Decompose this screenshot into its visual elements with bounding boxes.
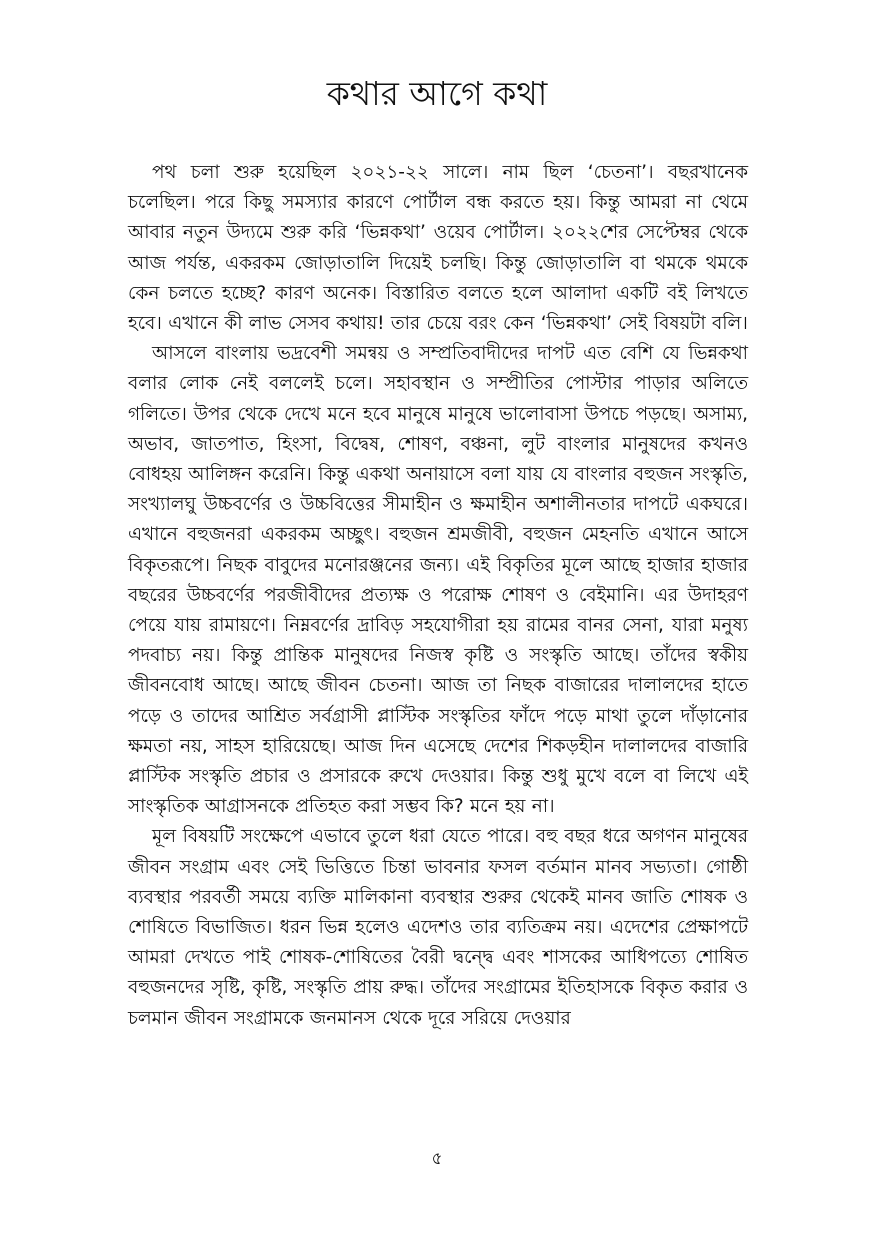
page-number: ৫ xyxy=(431,1149,443,1169)
paragraph-1: পথ চলা শুরু হয়েছিল ২০২১-২২ সালে। নাম ছিল ‘চেতনা’। বছরখানেক চলেছিল। পরে কিছু সমস্যার কারণে পোর্টাল বন্ধ করতে হয়। কিন্তু আমরা না থেমে আবার নতুন উদ্যমে শুরু করি ‘ভিন্নকথা’ ওয়েব পোর্টাল। ২০২২শের সেপ্টেম্বর থেকে আজ পর্যন্ত, একরকম জোড়াতালি দিয়েই চলছি। কিন্তু জোড়াতালি বা থমকে থমকে কেন চলতে হচ্ছে? কারণ অনেক। বিস্তারিত বলতে হলে আলাদা একটি বই লিখতে হবে। এখানে কী লাভ সেসব কথায়! তার চেয়ে বরং কেন ‘ভিন্নকথা’ সেই বিষয়টা বলি। xyxy=(128,162,748,335)
body-text xyxy=(128,158,748,1034)
paragraph-2: আসলে বাংলায় ভদ্রবেশী সমন্বয় ও সম্প্রতিবাদীদের দাপট এত বেশি যে ভিন্নকথা বলার লোক নেই বললেই চলে। সহাবস্থান ও সম্প্রীতির পোস্টার পাড়ার অলিতে গলিতে। উপর থেকে দেখে মনে হবে মানুষে মানুষে ভালোবাসা উপচে পড়ছে। অসাম্য, অভাব, জাতপাত, হিংসা, বিদ্বেষ, শোষণ, বঞ্চনা, লুট বাংলার মানুষদের কখনও বোধহয় আলিঙ্গন করেনি। কিন্তু একথা অনায়াসে বলা যায় যে বাংলার বহুজন সংস্কৃতি, সংখ্যালঘু উচ্চবর্ণের ও উচ্চবিত্তের সীমাহীন ও ক্ষমাহীন অশালীনতার দাপটে একঘরে। এখানে বহুজনরা একরকম অচ্ছুৎ। বহুজন শ্রমজীবী, বহুজন মেহনতি এখানে আসে বিকৃতরূপে। নিছক বাবুদের মনোরঞ্জনের জন্য। এই বিকৃতির মূলে আছে হাজার হাজার বছরের উচ্চবর্ণের পরজীবীদের প্রত্যক্ষ ও পরোক্ষ শোষণ ও বেইমানি। এর উদাহরণ পেয়ে যায় রামায়ণে। নিম্নবর্ণের দ্রাবিড় সহযোগীরা হয় রামের বানর সেনা, যারা মনুষ্য পদবাচ্য নয়। কিন্তু প্রান্তিক মানুষদের নিজস্ব কৃষ্টি ও সংস্কৃতি আছে। তাঁদের স্বকীয় জীবনবোধ আছে। আছে জীবন চেতনা। আজ তা নিছক বাজারের দালালদের হাতে পড়ে ও তাদের আশ্রিত সর্বগ্রাসী প্লাস্টিক সংস্কৃতির ফাঁদে পড়ে মাথা তুলে দাঁড়ানোর ক্ষমতা নয়, সাহস হারিয়েছে। আজ দিন এসেছে দেশের শিকড়হীন দালালদের বাজারি প্লাস্টিক সংস্কৃতি প্রচার ও প্রসারকে রুখে দেওয়ার। কিন্তু শুধু মুখে বলে বা লিখে এই সাংস্কৃতিক আগ্রাসনকে প্রতিহত করা সম্ভব কি? মনে হয় না। xyxy=(128,343,748,818)
paragraph-3: মূল বিষয়টি সংক্ষেপে এভাবে তুলে ধরা যেতে পারে। বহু বছর ধরে অগণন মানুষের জীবন সংগ্রাম এবং সেই ভিত্তিতে চিন্তা ভাবনার ফসল বর্তমান মানব সভ্যতা। গোষ্ঠী ব্যবস্থার পরবর্তী সময়ে ব্যক্তি মালিকানা ব্যবস্থার শুরুর থেকেই মানব জাতি শোষক ও শোষিতে বিভাজিত। ধরন ভিন্ন হলেও এদেশও তার ব্যতিক্রম নয়। এদেশের প্রেক্ষাপটে আমরা দেখতে পাই শোষক-শোষিতের বৈরী দ্বন্দ্বে এবং শাসকের আধিপত্যে শোষিত বহুজনদের সৃষ্টি, কৃষ্টি, সংস্কৃতি প্রায় রুদ্ধ। তাঁদের সংগ্রামের ইতিহাসকে বিকৃত করার ও চলমান জীবন সংগ্রামকে জনমানস থেকে দূরে সরিয়ে দেওয়ার xyxy=(128,826,748,1029)
page-title: কথার আগে কথা xyxy=(326,74,548,113)
